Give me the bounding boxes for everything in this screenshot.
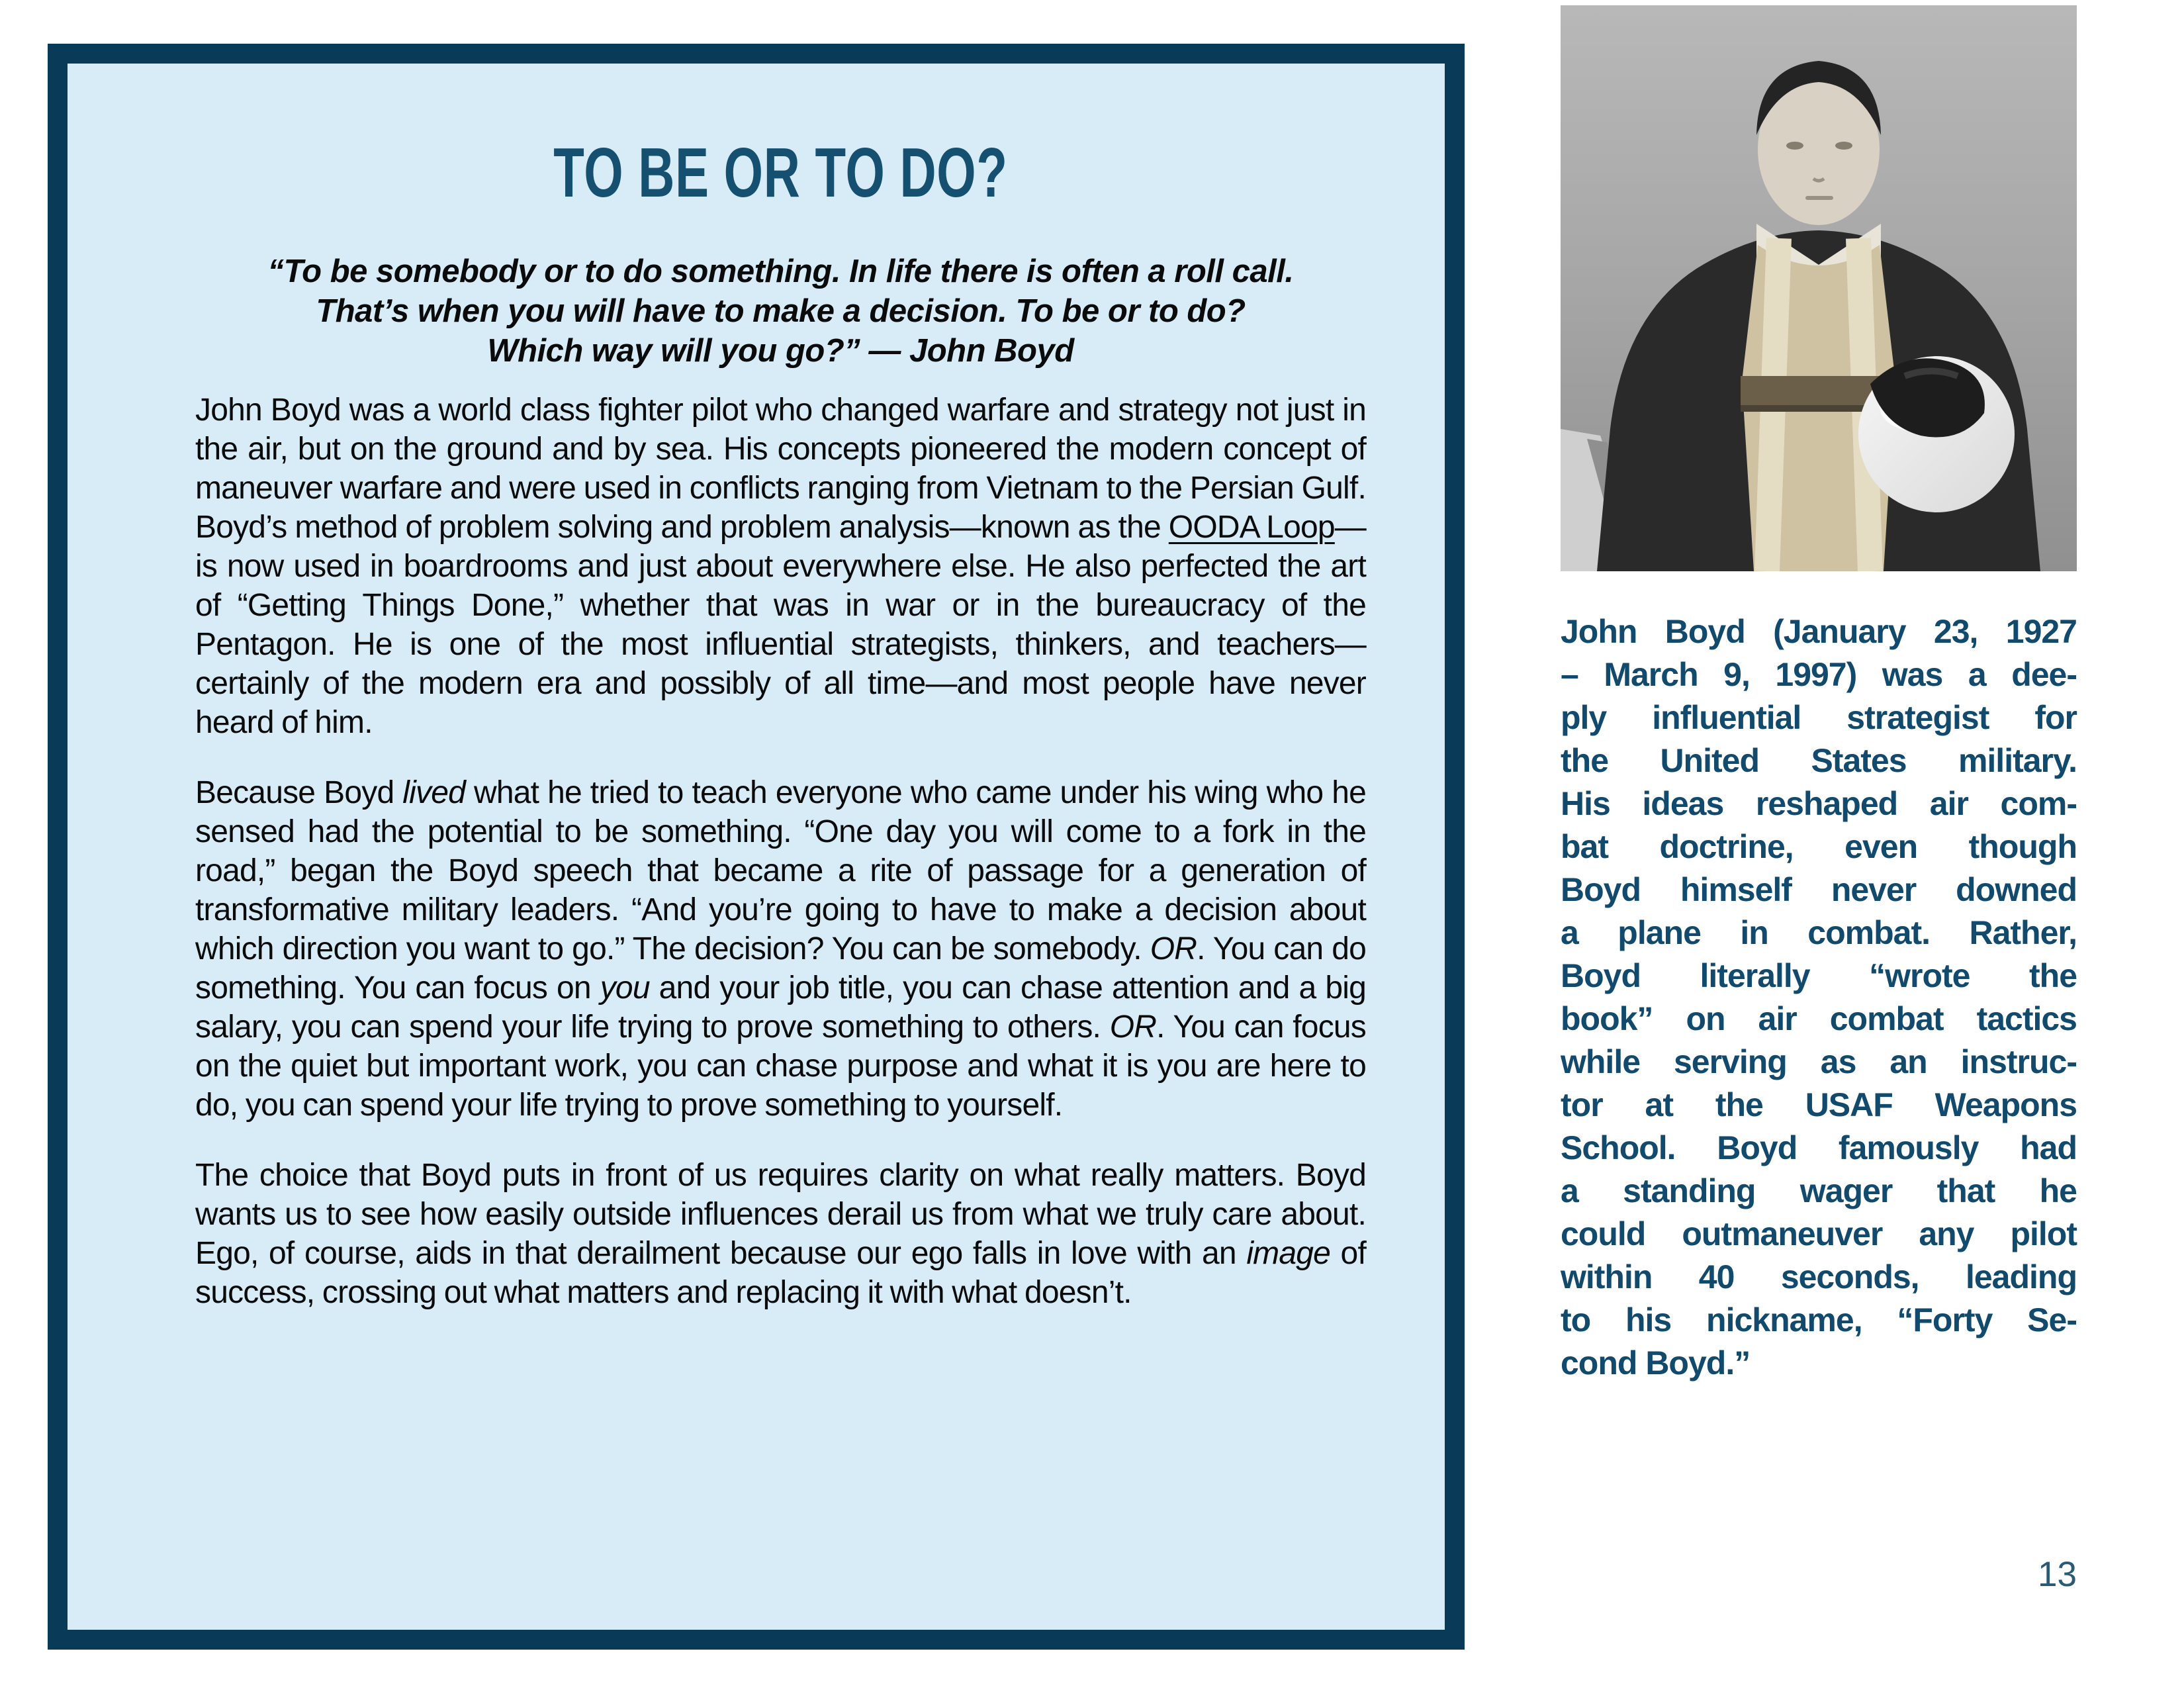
quote-line: “To be somebody or to do something. In life there is often a roll call. (267, 254, 1294, 289)
body-text: The choice that Boyd puts in front of us requires clarity on what really matters. Boyd wants us to see how easily outside influences derail us from what we truly care about. Ego, of course, aids in that derailment because our ego falls in love with an (195, 1158, 1366, 1271)
quote-line: That’s when you will have to make a decision. To be or to do? (316, 293, 1246, 329)
body-text: . You can focus on the quiet but important work, you can chase purpose and what it is you are here to do, you can spend your life trying to prove something to yourself. (195, 1009, 1366, 1123)
body-text: —is now used in boardrooms and just about everywhere else. He also perfected the art of “Getting Things Done,” whether that was in war or in the bureaucracy of the Pentagon. He is one of the most influential strategists, thinkers, and teachers—certainly of the modern era and possibly of all time—and most people have never heard of him. (195, 510, 1366, 740)
caption-line: – March 9, 1997) was a dee- (1561, 656, 2077, 693)
caption-line: ply influential strategist for (1561, 699, 2077, 736)
page-number: 13 (2038, 1555, 2077, 1594)
caption-line: book” on air combat tactics (1561, 1000, 2077, 1037)
caption-line: a standing wager that he (1561, 1172, 2077, 1209)
emphasis-text: you (600, 970, 650, 1006)
article-paragraphs (195, 391, 1366, 1312)
body-text: . You can do something. You can focus on (195, 931, 1366, 1006)
caption-line: John Boyd (January 23, 1927 (1561, 613, 2077, 650)
emphasis-text: OR (1109, 1009, 1157, 1045)
caption-line: bat doctrine, even though (1561, 828, 2077, 865)
caption-line: School. Boyd famously had (1561, 1129, 2077, 1166)
body-text: and your job title, you can chase attention and a big salary, you can spend your life trying to prove something to others. (195, 970, 1366, 1045)
paragraph (195, 391, 1366, 742)
quote-line: Which way will you go?” — John Boyd (487, 333, 1074, 369)
emphasis-text: OR (1150, 931, 1197, 966)
quote-block (195, 252, 1366, 371)
ooda-loop-link[interactable]: OODA Loop (1168, 510, 1335, 545)
caption-line: to his nickname, “Forty Se- (1561, 1301, 2077, 1338)
body-text: John Boyd was a world class fighter pilot who changed warfare and strategy not just in the air, but on the ground and by sea. His concepts pioneered the modern concept of maneuver warfare and were used in conflicts ranging from Vietnam to the Persian Gulf. Boyd’s method of problem solving and problem analysis—known as the (195, 393, 1366, 545)
page-title: TO BE OR TO DO? (553, 134, 1008, 212)
caption-line: Boyd literally “wrote the (1561, 957, 2077, 994)
caption-line: within 40 seconds, leading (1561, 1258, 2077, 1295)
photo-caption (1561, 610, 2077, 1385)
caption-line: while serving as an instruc- (1561, 1043, 2077, 1080)
caption-line: the United States military. (1561, 742, 2077, 779)
emphasis-text: lived (402, 775, 466, 810)
article-box (48, 44, 1465, 1650)
caption-line: a plane in combat. Rather, (1561, 914, 2077, 951)
caption-line: His ideas reshaped air com- (1561, 785, 2077, 822)
emphasis-text: image (1246, 1236, 1331, 1271)
caption-line: Boyd himself never downed (1561, 871, 2077, 908)
john-boyd-photo (1561, 5, 2077, 571)
caption-line: cond Boyd.” (1561, 1344, 1751, 1382)
john-boyd-portrait-illustration (1561, 5, 2077, 571)
body-text: what he tried to teach everyone who came under his wing who he sensed had the potential to be something. “One day you will come to a fork in the road,” began the Boyd speech that became a rite of passage for a generation of transformative military leaders. “And you’re going to have to make a decision about which direction you want to go.” The decision? You can be somebody. (195, 775, 1366, 966)
paragraph (195, 1156, 1366, 1312)
caption-line: could outmaneuver any pilot (1561, 1215, 2077, 1252)
body-text: Because Boyd (195, 775, 403, 810)
body-text: of success, crossing out what matters and replacing it with what doesn’t. (195, 1236, 1366, 1310)
paragraph (195, 773, 1366, 1125)
caption-line: tor at the USAF Weapons (1561, 1086, 2077, 1123)
